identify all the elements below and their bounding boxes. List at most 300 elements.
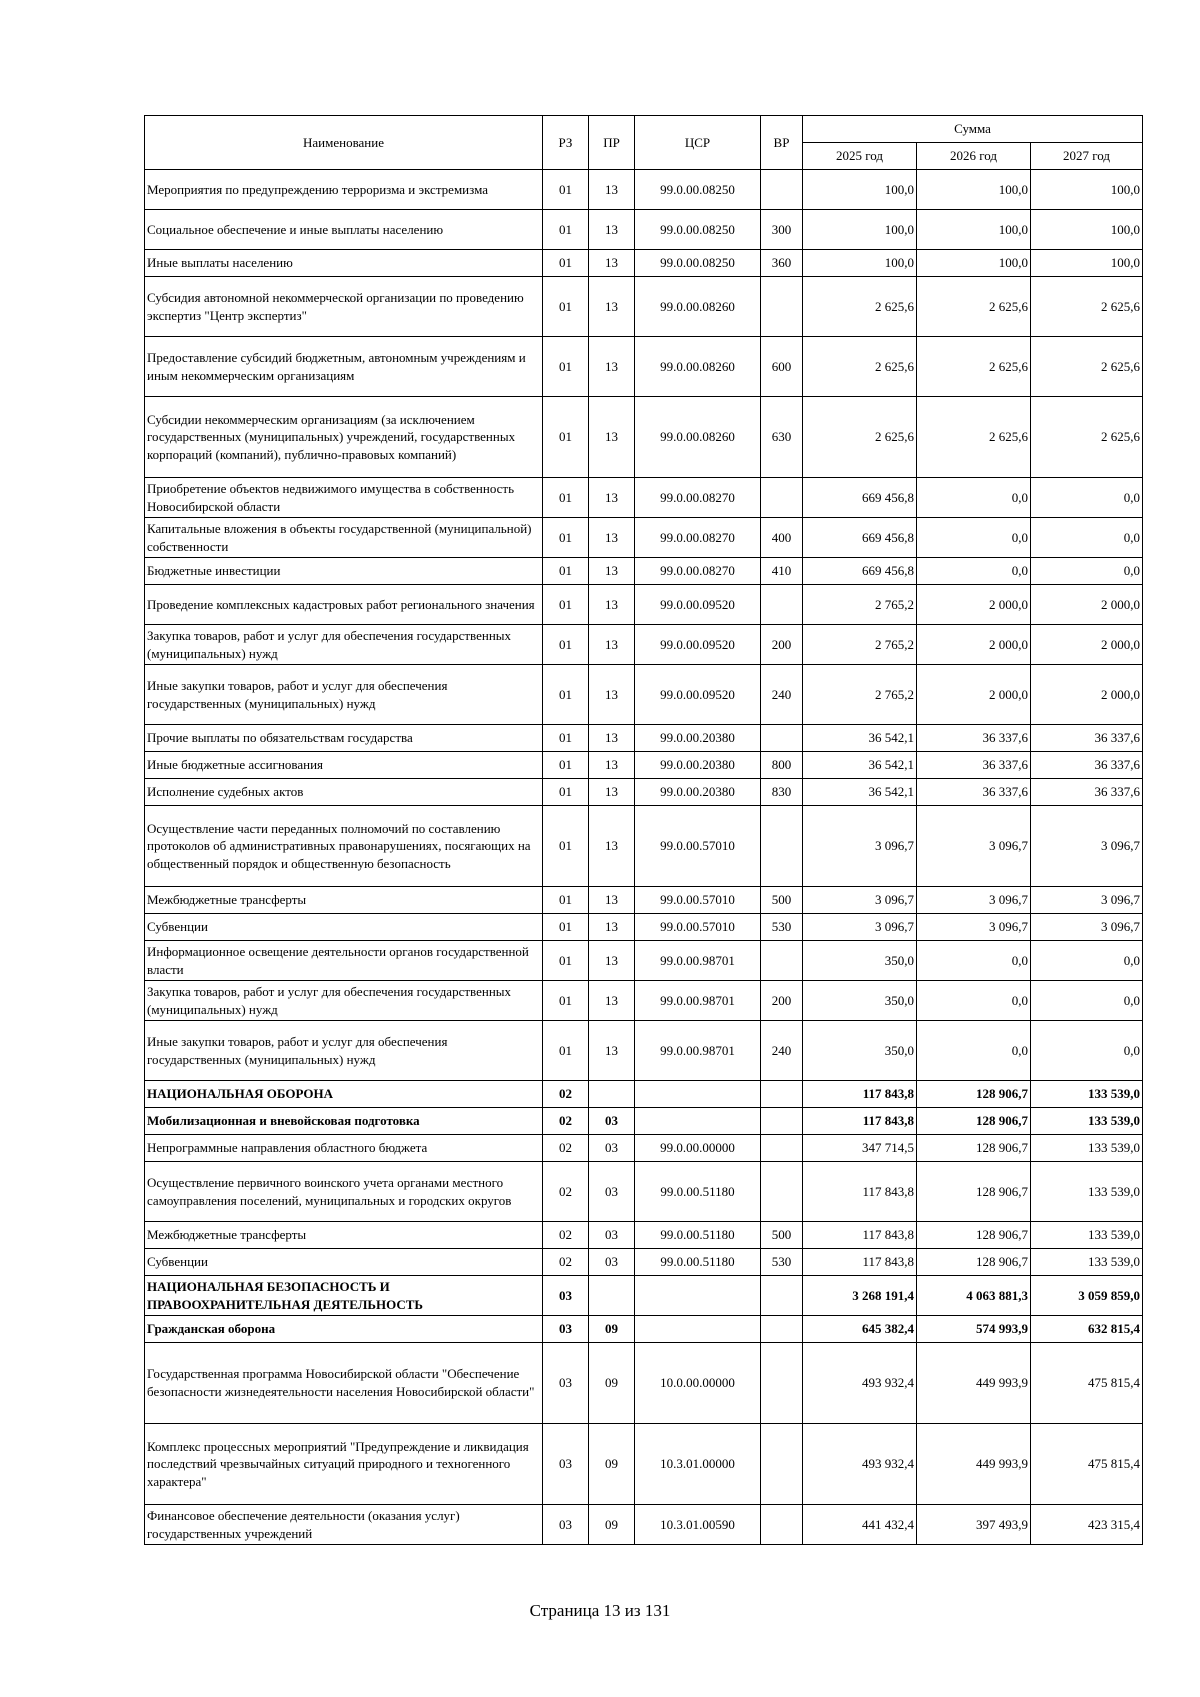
cell-name: Прочие выплаты по обязательствам государства (145, 725, 543, 752)
cell-v3: 100,0 (1031, 250, 1143, 277)
cell-csr: 99.0.00.08260 (635, 397, 761, 478)
cell-name: Межбюджетные трансферты (145, 887, 543, 914)
cell-v2: 36 337,6 (917, 725, 1031, 752)
cell-v2: 0,0 (917, 558, 1031, 585)
cell-vr (761, 1316, 803, 1343)
cell-pr (589, 1276, 635, 1316)
table-row (145, 585, 1143, 625)
table-row (145, 1135, 1143, 1162)
cell-vr (761, 585, 803, 625)
cell-name: Бюджетные инвестиции (145, 558, 543, 585)
cell-rz: 01 (543, 585, 589, 625)
cell-pr: 13 (589, 558, 635, 585)
cell-v1: 669 456,8 (803, 518, 917, 558)
header-name: Наименование (145, 116, 543, 170)
cell-name: Предоставление субсидий бюджетным, автономным учреждениям и иным некоммерческим организациям (145, 337, 543, 397)
cell-csr: 99.0.00.08250 (635, 170, 761, 210)
table-row (145, 1108, 1143, 1135)
cell-csr: 99.0.00.00000 (635, 1135, 761, 1162)
cell-v1: 350,0 (803, 941, 917, 981)
cell-pr: 09 (589, 1424, 635, 1505)
cell-v1: 36 542,1 (803, 752, 917, 779)
cell-name: Мероприятия по предупреждению терроризма и экстремизма (145, 170, 543, 210)
cell-vr: 830 (761, 779, 803, 806)
cell-rz: 03 (543, 1276, 589, 1316)
cell-pr: 03 (589, 1108, 635, 1135)
cell-csr: 99.0.00.57010 (635, 914, 761, 941)
cell-pr: 09 (589, 1343, 635, 1424)
cell-v1: 117 843,8 (803, 1249, 917, 1276)
cell-v2: 0,0 (917, 941, 1031, 981)
cell-v2: 36 337,6 (917, 779, 1031, 806)
cell-vr (761, 277, 803, 337)
cell-v3: 2 000,0 (1031, 665, 1143, 725)
cell-csr: 99.0.00.08250 (635, 210, 761, 250)
cell-v1: 100,0 (803, 210, 917, 250)
cell-rz: 01 (543, 170, 589, 210)
cell-v2: 0,0 (917, 478, 1031, 518)
cell-v2: 128 906,7 (917, 1162, 1031, 1222)
cell-pr: 03 (589, 1222, 635, 1249)
cell-v3: 133 539,0 (1031, 1249, 1143, 1276)
cell-v2: 0,0 (917, 1021, 1031, 1081)
cell-rz: 02 (543, 1222, 589, 1249)
cell-vr: 200 (761, 625, 803, 665)
table-row (145, 397, 1143, 478)
cell-csr: 99.0.00.98701 (635, 941, 761, 981)
cell-v1: 493 932,4 (803, 1424, 917, 1505)
cell-rz: 01 (543, 914, 589, 941)
cell-v2: 574 993,9 (917, 1316, 1031, 1343)
cell-v1: 117 843,8 (803, 1081, 917, 1108)
cell-csr: 99.0.00.08270 (635, 518, 761, 558)
cell-v3: 3 096,7 (1031, 806, 1143, 887)
cell-rz: 02 (543, 1162, 589, 1222)
cell-name: Финансовое обеспечение деятельности (оказания услуг) государственных учреждений (145, 1505, 543, 1545)
cell-vr: 800 (761, 752, 803, 779)
cell-name: НАЦИОНАЛЬНАЯ БЕЗОПАСНОСТЬ И ПРАВООХРАНИТЕЛЬНАЯ ДЕЯТЕЛЬНОСТЬ (145, 1276, 543, 1316)
header-vr: ВР (761, 116, 803, 170)
table-row (145, 1249, 1143, 1276)
cell-name: Иные бюджетные ассигнования (145, 752, 543, 779)
cell-csr: 99.0.00.08260 (635, 277, 761, 337)
cell-v1: 117 843,8 (803, 1108, 917, 1135)
cell-v1: 350,0 (803, 981, 917, 1021)
table-row (145, 914, 1143, 941)
cell-v3: 133 539,0 (1031, 1108, 1143, 1135)
cell-name: Иные закупки товаров, работ и услуг для обеспечения государственных (муниципальных) нужд (145, 1021, 543, 1081)
cell-v1: 100,0 (803, 170, 917, 210)
cell-vr: 600 (761, 337, 803, 397)
table-header (145, 116, 1143, 170)
cell-pr: 13 (589, 210, 635, 250)
cell-v1: 3 096,7 (803, 887, 917, 914)
cell-v2: 3 096,7 (917, 914, 1031, 941)
cell-csr (635, 1108, 761, 1135)
cell-v3: 423 315,4 (1031, 1505, 1143, 1545)
cell-vr: 410 (761, 558, 803, 585)
table-row (145, 1021, 1143, 1081)
cell-name: Комплекс процессных мероприятий "Предупреждение и ликвидация последствий чрезвычайных ситуаций природного и техногенного характера" (145, 1424, 543, 1505)
cell-pr: 13 (589, 625, 635, 665)
cell-v1: 36 542,1 (803, 725, 917, 752)
cell-csr: 99.0.00.08250 (635, 250, 761, 277)
cell-pr: 13 (589, 779, 635, 806)
cell-v3: 133 539,0 (1031, 1135, 1143, 1162)
cell-csr: 99.0.00.57010 (635, 806, 761, 887)
cell-name: Исполнение судебных актов (145, 779, 543, 806)
cell-v1: 493 932,4 (803, 1343, 917, 1424)
cell-rz: 01 (543, 210, 589, 250)
table-row (145, 558, 1143, 585)
cell-rz: 02 (543, 1081, 589, 1108)
table-row (145, 277, 1143, 337)
cell-rz: 01 (543, 1021, 589, 1081)
cell-v2: 449 993,9 (917, 1424, 1031, 1505)
cell-vr (761, 1162, 803, 1222)
cell-v3: 0,0 (1031, 558, 1143, 585)
cell-v2: 2 625,6 (917, 397, 1031, 478)
cell-csr: 99.0.00.20380 (635, 779, 761, 806)
cell-v1: 2 765,2 (803, 625, 917, 665)
cell-v2: 128 906,7 (917, 1108, 1031, 1135)
table-row (145, 752, 1143, 779)
table-row (145, 665, 1143, 725)
table-row (145, 981, 1143, 1021)
cell-pr: 13 (589, 250, 635, 277)
table-row (145, 725, 1143, 752)
cell-rz: 01 (543, 779, 589, 806)
cell-pr: 13 (589, 337, 635, 397)
cell-v1: 117 843,8 (803, 1162, 917, 1222)
cell-v3: 0,0 (1031, 478, 1143, 518)
cell-v3: 2 000,0 (1031, 625, 1143, 665)
cell-pr: 09 (589, 1505, 635, 1545)
table-row (145, 337, 1143, 397)
cell-v3: 133 539,0 (1031, 1081, 1143, 1108)
table-row (145, 1343, 1143, 1424)
cell-v3: 632 815,4 (1031, 1316, 1143, 1343)
cell-rz: 03 (543, 1424, 589, 1505)
cell-rz: 01 (543, 752, 589, 779)
cell-pr: 03 (589, 1162, 635, 1222)
cell-vr: 530 (761, 1249, 803, 1276)
cell-name: Государственная программа Новосибирской области "Обеспечение безопасности жизнедеятельности населения Новосибирской области" (145, 1343, 543, 1424)
cell-name: Закупка товаров, работ и услуг для обеспечения государственных (муниципальных) нужд (145, 981, 543, 1021)
cell-v2: 449 993,9 (917, 1343, 1031, 1424)
cell-vr: 500 (761, 887, 803, 914)
cell-vr (761, 725, 803, 752)
cell-vr: 300 (761, 210, 803, 250)
table-row (145, 941, 1143, 981)
cell-rz: 03 (543, 1505, 589, 1545)
cell-v3: 3 059 859,0 (1031, 1276, 1143, 1316)
cell-pr: 13 (589, 397, 635, 478)
cell-v2: 2 625,6 (917, 277, 1031, 337)
cell-rz: 02 (543, 1249, 589, 1276)
cell-vr: 500 (761, 1222, 803, 1249)
cell-v1: 3 096,7 (803, 806, 917, 887)
cell-vr (761, 1081, 803, 1108)
table-row (145, 1505, 1143, 1545)
cell-csr: 99.0.00.08270 (635, 558, 761, 585)
page-number: Страница 13 из 131 (529, 1601, 671, 1620)
cell-v3: 0,0 (1031, 941, 1143, 981)
cell-v2: 36 337,6 (917, 752, 1031, 779)
cell-v1: 669 456,8 (803, 478, 917, 518)
cell-v3: 0,0 (1031, 518, 1143, 558)
table-row (145, 1162, 1143, 1222)
cell-v2: 0,0 (917, 518, 1031, 558)
cell-rz: 01 (543, 337, 589, 397)
cell-name: Непрограммные направления областного бюджета (145, 1135, 543, 1162)
cell-pr: 13 (589, 725, 635, 752)
cell-csr: 10.3.01.00590 (635, 1505, 761, 1545)
cell-name: Иные выплаты населению (145, 250, 543, 277)
cell-vr: 240 (761, 1021, 803, 1081)
header-sum: Сумма (803, 116, 1143, 143)
cell-v2: 397 493,9 (917, 1505, 1031, 1545)
cell-rz: 01 (543, 981, 589, 1021)
cell-name: Субвенции (145, 914, 543, 941)
cell-rz: 01 (543, 665, 589, 725)
cell-v3: 2 625,6 (1031, 337, 1143, 397)
table-row (145, 478, 1143, 518)
cell-vr (761, 1135, 803, 1162)
cell-v3: 2 000,0 (1031, 585, 1143, 625)
header-year-2027: 2027 год (1031, 143, 1143, 170)
cell-csr: 99.0.00.08260 (635, 337, 761, 397)
cell-v3: 36 337,6 (1031, 752, 1143, 779)
cell-name: Субвенции (145, 1249, 543, 1276)
cell-vr: 200 (761, 981, 803, 1021)
table-row (145, 1222, 1143, 1249)
cell-v1: 117 843,8 (803, 1222, 917, 1249)
cell-name: Капитальные вложения в объекты государственной (муниципальной) собственности (145, 518, 543, 558)
table-row (145, 887, 1143, 914)
cell-v2: 3 096,7 (917, 806, 1031, 887)
cell-v1: 36 542,1 (803, 779, 917, 806)
cell-pr: 13 (589, 941, 635, 981)
cell-rz: 01 (543, 478, 589, 518)
cell-pr: 13 (589, 1021, 635, 1081)
cell-pr: 13 (589, 914, 635, 941)
cell-v3: 133 539,0 (1031, 1162, 1143, 1222)
cell-v1: 441 432,4 (803, 1505, 917, 1545)
cell-pr: 03 (589, 1249, 635, 1276)
cell-csr (635, 1316, 761, 1343)
table-row (145, 250, 1143, 277)
cell-v2: 2 000,0 (917, 665, 1031, 725)
cell-rz: 01 (543, 250, 589, 277)
cell-csr: 99.0.00.09520 (635, 585, 761, 625)
cell-vr: 530 (761, 914, 803, 941)
cell-v3: 100,0 (1031, 170, 1143, 210)
cell-csr (635, 1081, 761, 1108)
cell-v2: 128 906,7 (917, 1222, 1031, 1249)
cell-pr: 13 (589, 478, 635, 518)
cell-vr (761, 941, 803, 981)
cell-v3: 0,0 (1031, 1021, 1143, 1081)
cell-name: Мобилизационная и вневойсковая подготовка (145, 1108, 543, 1135)
cell-rz: 01 (543, 277, 589, 337)
cell-vr (761, 478, 803, 518)
cell-rz: 01 (543, 887, 589, 914)
cell-v2: 2 000,0 (917, 625, 1031, 665)
cell-rz: 01 (543, 518, 589, 558)
cell-rz: 01 (543, 625, 589, 665)
cell-name: Иные закупки товаров, работ и услуг для обеспечения государственных (муниципальных) нужд (145, 665, 543, 725)
cell-vr: 630 (761, 397, 803, 478)
cell-v1: 350,0 (803, 1021, 917, 1081)
table-row (145, 210, 1143, 250)
cell-name: Осуществление части переданных полномочий по составлению протоколов об административных правонарушениях, посягающих на общественный порядок и общественную безопасность (145, 806, 543, 887)
cell-v3: 133 539,0 (1031, 1222, 1143, 1249)
cell-v3: 36 337,6 (1031, 725, 1143, 752)
cell-v1: 347 714,5 (803, 1135, 917, 1162)
cell-csr: 99.0.00.98701 (635, 1021, 761, 1081)
cell-rz: 03 (543, 1343, 589, 1424)
cell-v1: 2 765,2 (803, 665, 917, 725)
cell-rz: 01 (543, 725, 589, 752)
cell-pr: 03 (589, 1135, 635, 1162)
cell-v1: 3 268 191,4 (803, 1276, 917, 1316)
cell-csr: 99.0.00.57010 (635, 887, 761, 914)
table-row (145, 1276, 1143, 1316)
cell-rz: 01 (543, 397, 589, 478)
cell-name: Проведение комплексных кадастровых работ регионального значения (145, 585, 543, 625)
table-row (145, 625, 1143, 665)
cell-csr: 99.0.00.09520 (635, 665, 761, 725)
cell-v2: 2 625,6 (917, 337, 1031, 397)
cell-v2: 3 096,7 (917, 887, 1031, 914)
cell-v3: 475 815,4 (1031, 1424, 1143, 1505)
cell-rz: 02 (543, 1135, 589, 1162)
cell-v3: 2 625,6 (1031, 397, 1143, 478)
table-body (145, 170, 1143, 1545)
cell-vr: 360 (761, 250, 803, 277)
cell-pr: 13 (589, 981, 635, 1021)
cell-rz: 01 (543, 806, 589, 887)
table-row (145, 518, 1143, 558)
cell-csr: 99.0.00.51180 (635, 1162, 761, 1222)
cell-v3: 3 096,7 (1031, 887, 1143, 914)
cell-v2: 100,0 (917, 250, 1031, 277)
cell-pr: 09 (589, 1316, 635, 1343)
cell-v2: 100,0 (917, 210, 1031, 250)
cell-pr: 13 (589, 170, 635, 210)
cell-pr: 13 (589, 585, 635, 625)
cell-rz: 01 (543, 941, 589, 981)
cell-csr (635, 1276, 761, 1316)
cell-csr: 99.0.00.20380 (635, 752, 761, 779)
table-row (145, 1081, 1143, 1108)
table-row (145, 779, 1143, 806)
cell-vr (761, 1424, 803, 1505)
cell-csr: 10.3.01.00000 (635, 1424, 761, 1505)
cell-pr: 13 (589, 665, 635, 725)
cell-v1: 100,0 (803, 250, 917, 277)
cell-vr (761, 1108, 803, 1135)
header-year-2025: 2025 год (803, 143, 917, 170)
cell-name: Субсидии некоммерческим организациям (за исключением государственных (муниципальных) учреждений, государственных корпораций (компаний), публично-правовых компаний) (145, 397, 543, 478)
cell-csr: 10.0.00.00000 (635, 1343, 761, 1424)
cell-pr (589, 1081, 635, 1108)
cell-csr: 99.0.00.08270 (635, 478, 761, 518)
cell-v2: 4 063 881,3 (917, 1276, 1031, 1316)
cell-v1: 2 625,6 (803, 397, 917, 478)
cell-name: Информационное освещение деятельности органов государственной власти (145, 941, 543, 981)
cell-v3: 100,0 (1031, 210, 1143, 250)
cell-v1: 2 625,6 (803, 337, 917, 397)
cell-csr: 99.0.00.98701 (635, 981, 761, 1021)
cell-v2: 128 906,7 (917, 1081, 1031, 1108)
table-row (145, 1424, 1143, 1505)
cell-name: Социальное обеспечение и иные выплаты населению (145, 210, 543, 250)
cell-vr (761, 1276, 803, 1316)
cell-v2: 2 000,0 (917, 585, 1031, 625)
cell-v2: 128 906,7 (917, 1249, 1031, 1276)
cell-name: Гражданская оборона (145, 1316, 543, 1343)
cell-v1: 669 456,8 (803, 558, 917, 585)
cell-v3: 36 337,6 (1031, 779, 1143, 806)
cell-rz: 01 (543, 558, 589, 585)
cell-name: Закупка товаров, работ и услуг для обеспечения государственных (муниципальных) нужд (145, 625, 543, 665)
cell-csr: 99.0.00.20380 (635, 725, 761, 752)
table-row (145, 1316, 1143, 1343)
cell-pr: 13 (589, 887, 635, 914)
cell-vr (761, 806, 803, 887)
cell-v2: 100,0 (917, 170, 1031, 210)
cell-v3: 0,0 (1031, 981, 1143, 1021)
cell-pr: 13 (589, 277, 635, 337)
cell-name: Субсидия автономной некоммерческой организации по проведению экспертиз "Центр экспертиз" (145, 277, 543, 337)
cell-csr: 99.0.00.09520 (635, 625, 761, 665)
cell-v2: 0,0 (917, 981, 1031, 1021)
cell-v3: 2 625,6 (1031, 277, 1143, 337)
budget-table (144, 115, 1143, 1545)
cell-v1: 3 096,7 (803, 914, 917, 941)
cell-vr (761, 170, 803, 210)
header-year-2026: 2026 год (917, 143, 1031, 170)
cell-vr: 400 (761, 518, 803, 558)
cell-rz: 03 (543, 1316, 589, 1343)
table-row (145, 806, 1143, 887)
cell-csr: 99.0.00.51180 (635, 1222, 761, 1249)
cell-pr: 13 (589, 752, 635, 779)
cell-pr: 13 (589, 518, 635, 558)
cell-name: Осуществление первичного воинского учета органами местного самоуправления поселений, муниципальных и городских округов (145, 1162, 543, 1222)
cell-pr: 13 (589, 806, 635, 887)
cell-csr: 99.0.00.51180 (635, 1249, 761, 1276)
cell-v3: 3 096,7 (1031, 914, 1143, 941)
cell-vr (761, 1343, 803, 1424)
cell-name: Приобретение объектов недвижимого имущества в собственность Новосибирской области (145, 478, 543, 518)
cell-vr (761, 1505, 803, 1545)
cell-vr: 240 (761, 665, 803, 725)
header-rz: РЗ (543, 116, 589, 170)
cell-v1: 2 625,6 (803, 277, 917, 337)
header-pr: ПР (589, 116, 635, 170)
cell-v2: 128 906,7 (917, 1135, 1031, 1162)
header-csr: ЦСР (635, 116, 761, 170)
table-row (145, 170, 1143, 210)
cell-name: Межбюджетные трансферты (145, 1222, 543, 1249)
cell-v3: 475 815,4 (1031, 1343, 1143, 1424)
cell-v1: 2 765,2 (803, 585, 917, 625)
cell-v1: 645 382,4 (803, 1316, 917, 1343)
cell-rz: 02 (543, 1108, 589, 1135)
